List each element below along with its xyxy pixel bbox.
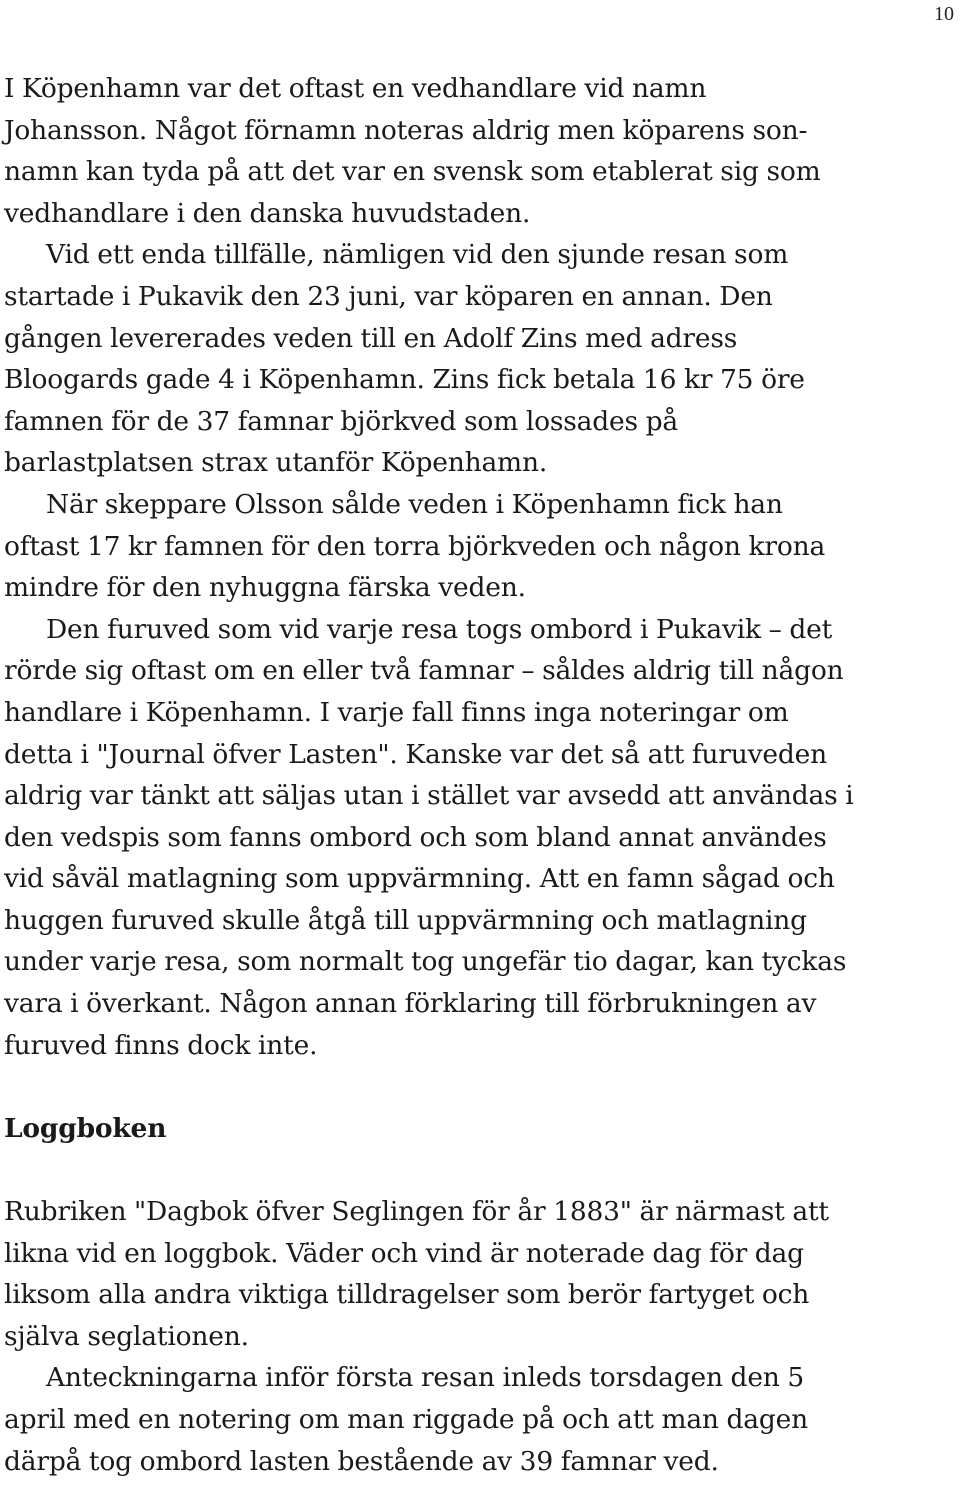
text-line: namn kan tyda på att det var en svensk som etablerat sig som [4,156,821,188]
text-line: själva seglationen. [4,1320,249,1352]
text-line: barlastplatsen strax utanför Köpenhamn. [4,447,548,479]
text-line: aldrig var tänkt att säljas utan i stället var avsedd att användas i [4,780,854,812]
text-line: gången levererades veden till en Adolf Zins med adress [4,322,738,354]
text-line: startade i Pukavik den 23 juni, var köparen en annan. Den [4,280,773,312]
text-line: därpå tog ombord lasten bestående av 39 famnar ved. [4,1445,719,1477]
text-line: den vedspis som fanns ombord och som bland annat användes [4,821,827,853]
text-line: oftast 17 kr famnen för den torra björkveden och någon krona [4,530,826,562]
text-line: Den furuved som vid varje resa togs ombord i Pukavik – det [46,613,833,645]
text-line: vid såväl matlagning som uppvärmning. Att en famn sågad och [4,863,835,895]
text-line: När skeppare Olsson sålde veden i Köpenhamn fick han [46,488,783,520]
text-line: handlare i Köpenhamn. I varje fall finns inga noteringar om [4,696,789,728]
text-line: liksom alla andra viktiga tilldragelser som berör fartyget och [4,1279,810,1311]
document-body [4,68,956,1482]
text-line: famnen för de 37 famnar björkved som lossades på [4,405,679,437]
paragraph-block-1 [4,68,956,1066]
text-line: Bloogards gade 4 i Köpenhamn. Zins fick betala 16 kr 75 öre [4,364,805,396]
text-line: huggen furuved skulle åtgå till uppvärmning och matlagning [4,904,807,936]
text-line: vara i överkant. Någon annan förklaring till förbrukningen av [4,988,817,1020]
paragraph-block-2 [4,1191,956,1482]
text-line: Anteckningarna inför första resan inleds torsdagen den 5 [46,1362,805,1394]
text-line: mindre för den nyhuggna färska veden. [4,572,526,604]
text-line: april med en notering om man riggade på och att man dagen [4,1404,808,1435]
text-line: Rubriken "Dagbok öfver Seglingen för år 1883" är närmast att [4,1196,829,1228]
section-heading: Loggboken [4,1112,167,1144]
page-number: 10 [934,3,954,25]
text-line: I Köpenhamn var det oftast en vedhandlare vid namn [4,73,707,104]
text-line: Vid ett enda tillfälle, nämligen vid den sjunde resan som [46,239,789,271]
text-line: Johansson. Något förnamn noteras aldrig men köparens son- [4,114,808,146]
text-line: under varje resa, som normalt tog ungefär tio dagar, kan tyckas [4,946,847,978]
text-line: furuved finns dock inte. [4,1029,318,1061]
text-line: likna vid en loggbok. Väder och vind är noterade dag för dag [4,1237,804,1269]
text-line: vedhandlare i den danska huvudstaden. [4,197,531,229]
text-line: rörde sig oftast om en eller två famnar – såldes aldrig till någon [4,655,844,687]
text-line: detta i "Journal öfver Lasten". Kanske var det så att furuveden [4,738,827,770]
